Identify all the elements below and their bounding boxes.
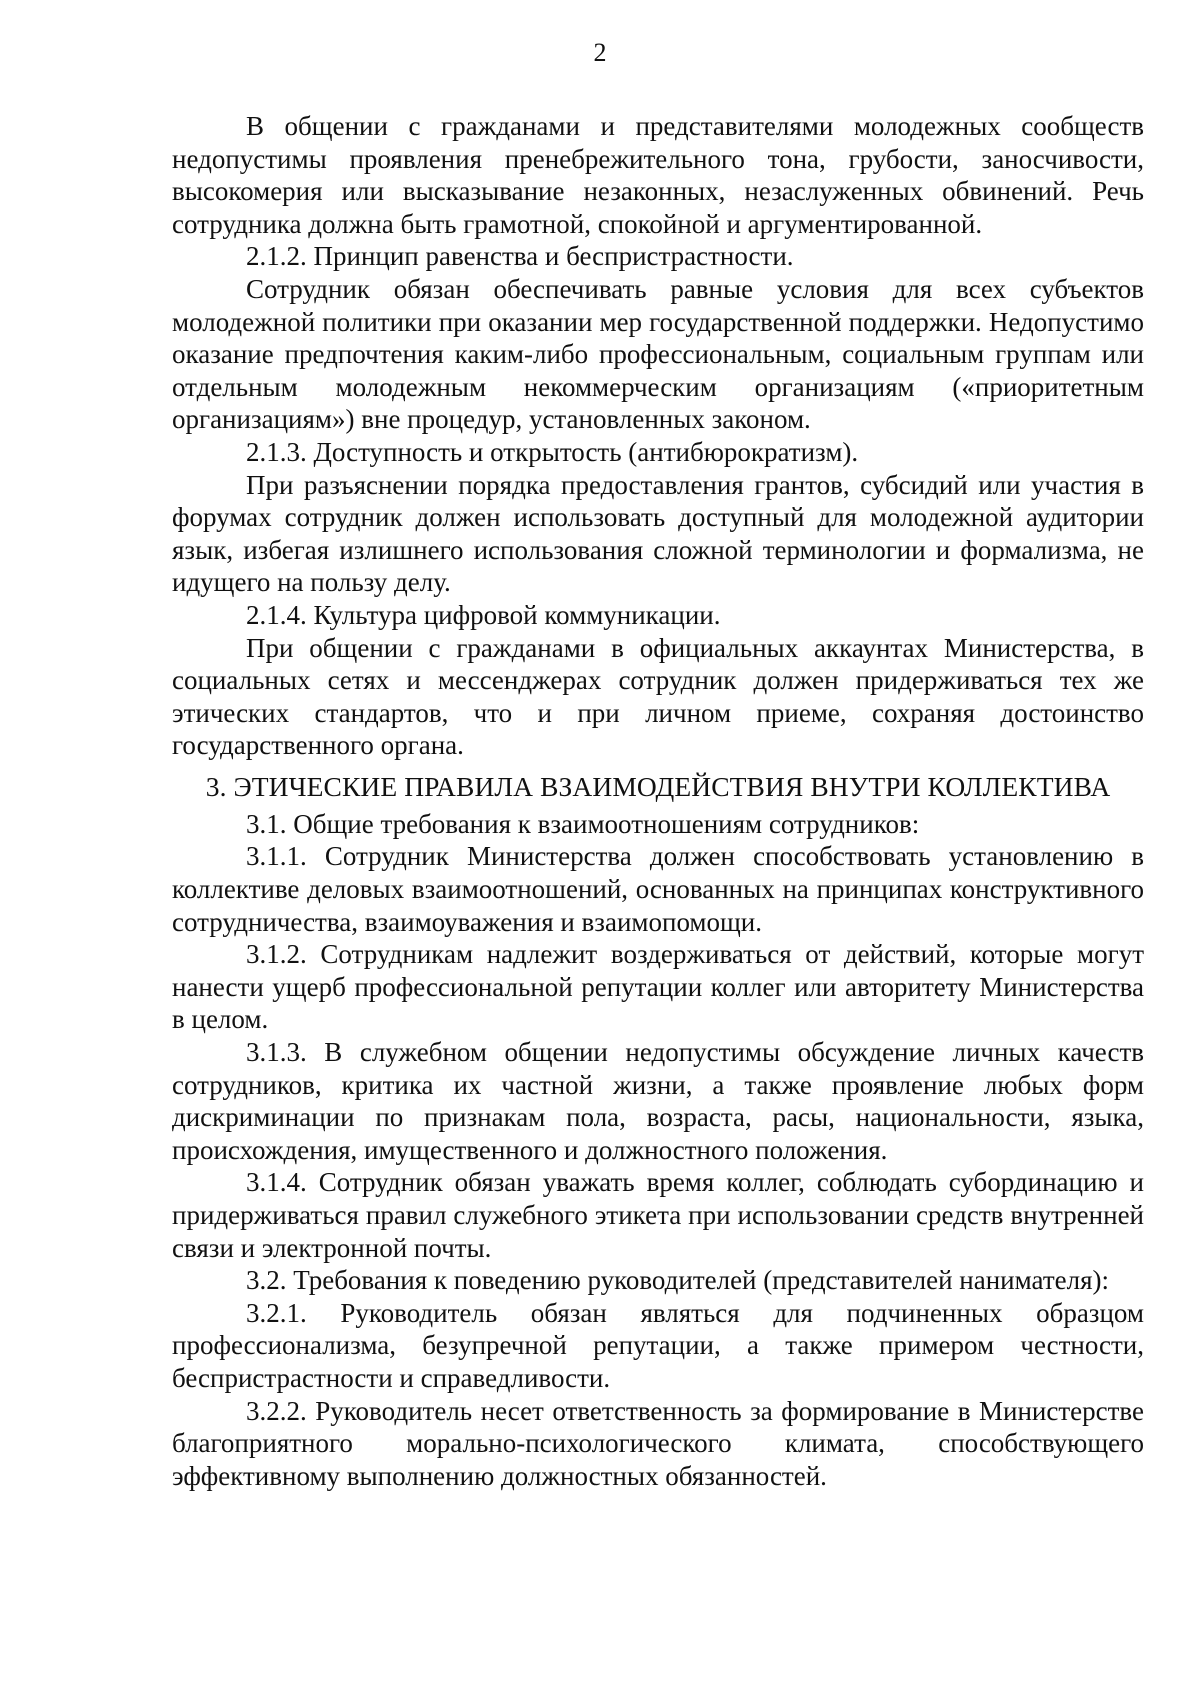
clause-3-1-2: 3.1.2. Сотрудникам надлежит воздерживаться от действий, которые могут нанести ущерб профессиональной репутации коллег или авторитету Министерства в целом. — [172, 939, 1144, 1035]
clause-3-2-title: 3.2. Требования к поведению руководителей (представителей нанимателя): — [246, 1265, 1109, 1296]
paragraph-digital-communication: При общении с гражданами в официальных аккаунтах Министерства, в социальных сетях и мессенджерах сотрудник должен придерживаться тех же этических стандартов, что и при личном приеме, сохраняя достоинство государственного органа. — [172, 632, 1144, 761]
clause-3-1-title: 3.1. Общие требования к взаимоотношениям сотрудников: — [246, 808, 920, 839]
clause-3-2-1: 3.2.1. Руководитель обязан являться для подчиненных образцом профессионализма, безупречной репутации, а также примером честности, беспристрастности и справедливости. — [172, 1297, 1144, 1393]
clause-3-1-3: 3.1.3. В служебном общении недопустимы обсуждение личных качеств сотрудников, критика их частной жизни, а также проявление любых форм дискриминации по признакам пола, возраста, расы, национальности, языка, происхождения, имущественного и должностного положения. — [172, 1037, 1144, 1165]
page-number: 2 — [593, 38, 607, 67]
clause-3-2-2: 3.2.2. Руководитель несет ответственность за формирование в Министерстве благоприятного морально-психологического климата, способствующего эффективному выполнению должностных обязанностей. — [172, 1395, 1144, 1491]
section-3-heading: 3. ЭТИЧЕСКИЕ ПРАВИЛА ВЗАИМОДЕЙСТВИЯ ВНУТРИ КОЛЛЕКТИВА — [205, 770, 1111, 802]
clause-3-1-1: 3.1.1. Сотрудник Министерства должен способствовать установлению в коллективе деловых взаимоотношений, основанных на принципах конструктивного сотрудничества, взаимоуважения и взаимопомощи. — [172, 841, 1144, 937]
clause-2-1-4-title: 2.1.4. Культура цифровой коммуникации. — [246, 599, 721, 630]
clause-2-1-3-title: 2.1.3. Доступность и открытость (антибюрократизм). — [246, 436, 859, 467]
paragraph-accessibility: При разъяснении порядка предоставления грантов, субсидий или участия в форумах сотрудник должен использовать доступный для молодежной аудитории язык, избегая излишнего использования сложной терминологии и формализма, не идущего на пользу делу. — [172, 469, 1144, 598]
paragraph-equality: Сотрудник обязан обеспечивать равные условия для всех субъектов молодежной политики при оказании мер государственной поддержки. Недопустимо оказание предпочтения каким-либо профессиональным, социальным группам или отдельным молодежным некоммерческим организациям («приоритетным организациям») вне процедур, установленных законом. — [172, 273, 1144, 435]
clause-2-1-2-title: 2.1.2. Принцип равенства и беспристрастности. — [246, 241, 794, 272]
paragraph-communication-tone: В общении с гражданами и представителями молодежных сообществ недопустимы проявления пренебрежительного тона, грубости, заносчивости, высокомерия или высказывание незаконных, незаслуженных обвинений. Речь сотрудника должна быть грамотной, спокойной и аргументированной. — [172, 111, 1144, 239]
document-body — [172, 110, 1144, 1492]
clause-3-1-4: 3.1.4. Сотрудник обязан уважать время коллег, соблюдать субординацию и придерживаться правил служебного этикета при использовании средств внутренней связи и электронной почты. — [172, 1167, 1144, 1263]
